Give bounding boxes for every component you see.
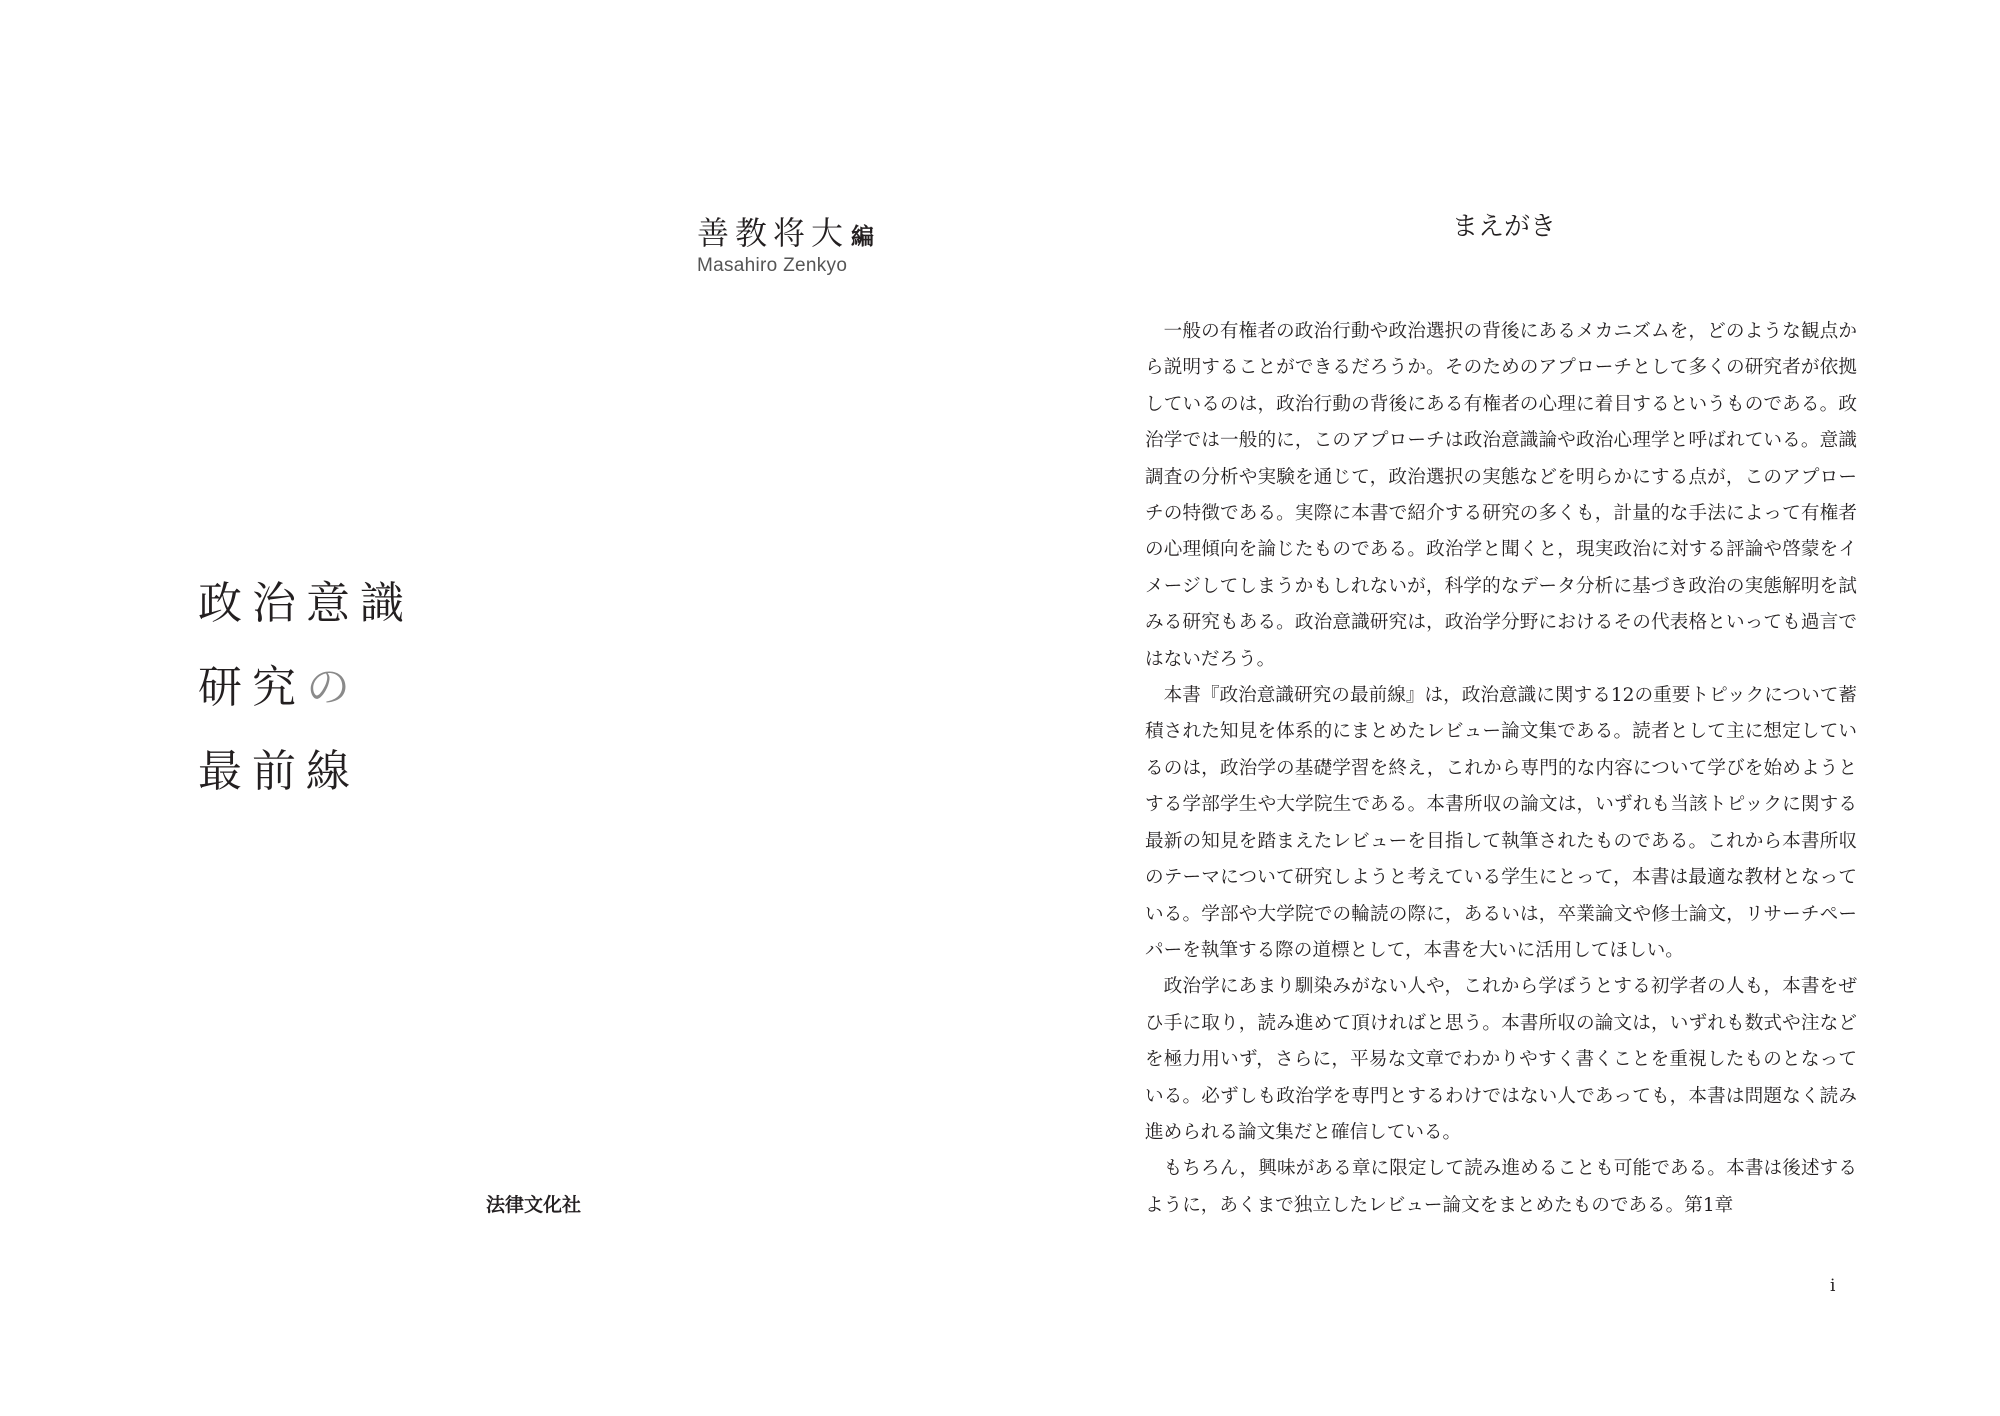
preface-paragraph-1: 一般の有権者の政治行動や政治選択の背後にあるメカニズムを，どのような観点から説明することができるだろうか。そのためのアプローチとして多くの研究者が依拠しているのは，政治行動の背後にある有権者の心理に着目するというものである。政治学では一般的に，このアプローチは政治意識論や政治心理学と呼ばれている。意識調査の分析や実験を通じて，政治選択の実態などを明らかにする点が，このアプローチの特徴である。実際に本書で紹介する研究の多くも，計量的な手法によって有権者の心理傾向を論じたものである。政治学と聞くと，現実政治に対する評論や啓蒙をイメージしてしまうかもしれないが，科学的なデータ分析に基づき政治の実態解明を試みる研究もある。政治意識研究は，政治学分野におけるその代表格といっても過言ではないだろう。 xyxy=(1145,321,1857,670)
editor-block xyxy=(697,208,874,277)
preface-heading: まえがき xyxy=(1452,212,1557,242)
title-line-1: 政治意識 xyxy=(198,578,414,629)
preface-paragraph-4: もちろん，興味がある章に限定して読み進めることも可能である。本書は後述するように，あくまで独立したレビュー論文をまとめたものである。第1章 xyxy=(1145,1158,1857,1216)
title-line-2-particle: の xyxy=(306,662,360,713)
editor-name: 善教将大 xyxy=(697,214,850,252)
title-line-2-main: 研究 xyxy=(198,662,306,713)
preface-body xyxy=(1145,314,1857,1224)
editor-role: 編 xyxy=(851,224,875,250)
title-line-2 xyxy=(198,656,414,740)
title-line-3: 最前線 xyxy=(198,746,360,797)
editor-romaji: Masahiro Zenkyo xyxy=(697,255,848,276)
preface-paragraph-3: 政治学にあまり馴染みがない人や，これから学ぼうとする初学者の人も，本書をぜひ手に取り，読み進めて頂ければと思う。本書所収の論文は，いずれも数式や注などを極力用いず，さらに，平易な文章でわかりやすく書くことを重視したものとなっている。必ずしも政治学を専門とするわけではない人であっても，本書は問題なく読み進められる論文集だと確信している。 xyxy=(1145,976,1857,1143)
page-number: i xyxy=(1830,1276,1836,1296)
book-title xyxy=(198,572,414,824)
publisher-name: 法律文化社 xyxy=(486,1194,582,1216)
preface-paragraph-2: 本書『政治意識研究の最前線』は，政治意識に関する12の重要トピックについて蓄積された知見を体系的にまとめたレビュー論文集である。読者として主に想定しているのは，政治学の基礎学習を終え，これから専門的な内容について学びを始めようとする学部学生や大学院生である。本書所収の論文は，いずれも当該トピックに関する最新の知見を踏まえたレビューを目指して執筆されたものである。これから本書所収のテーマについて研究しようと考えている学生にとって，本書は最適な教材となっている。学部や大学院での輪読の際に，あるいは，卒業論文や修士論文，リサーチペーパーを執筆する際の道標として，本書を大いに活用してほしい。 xyxy=(1145,685,1857,961)
